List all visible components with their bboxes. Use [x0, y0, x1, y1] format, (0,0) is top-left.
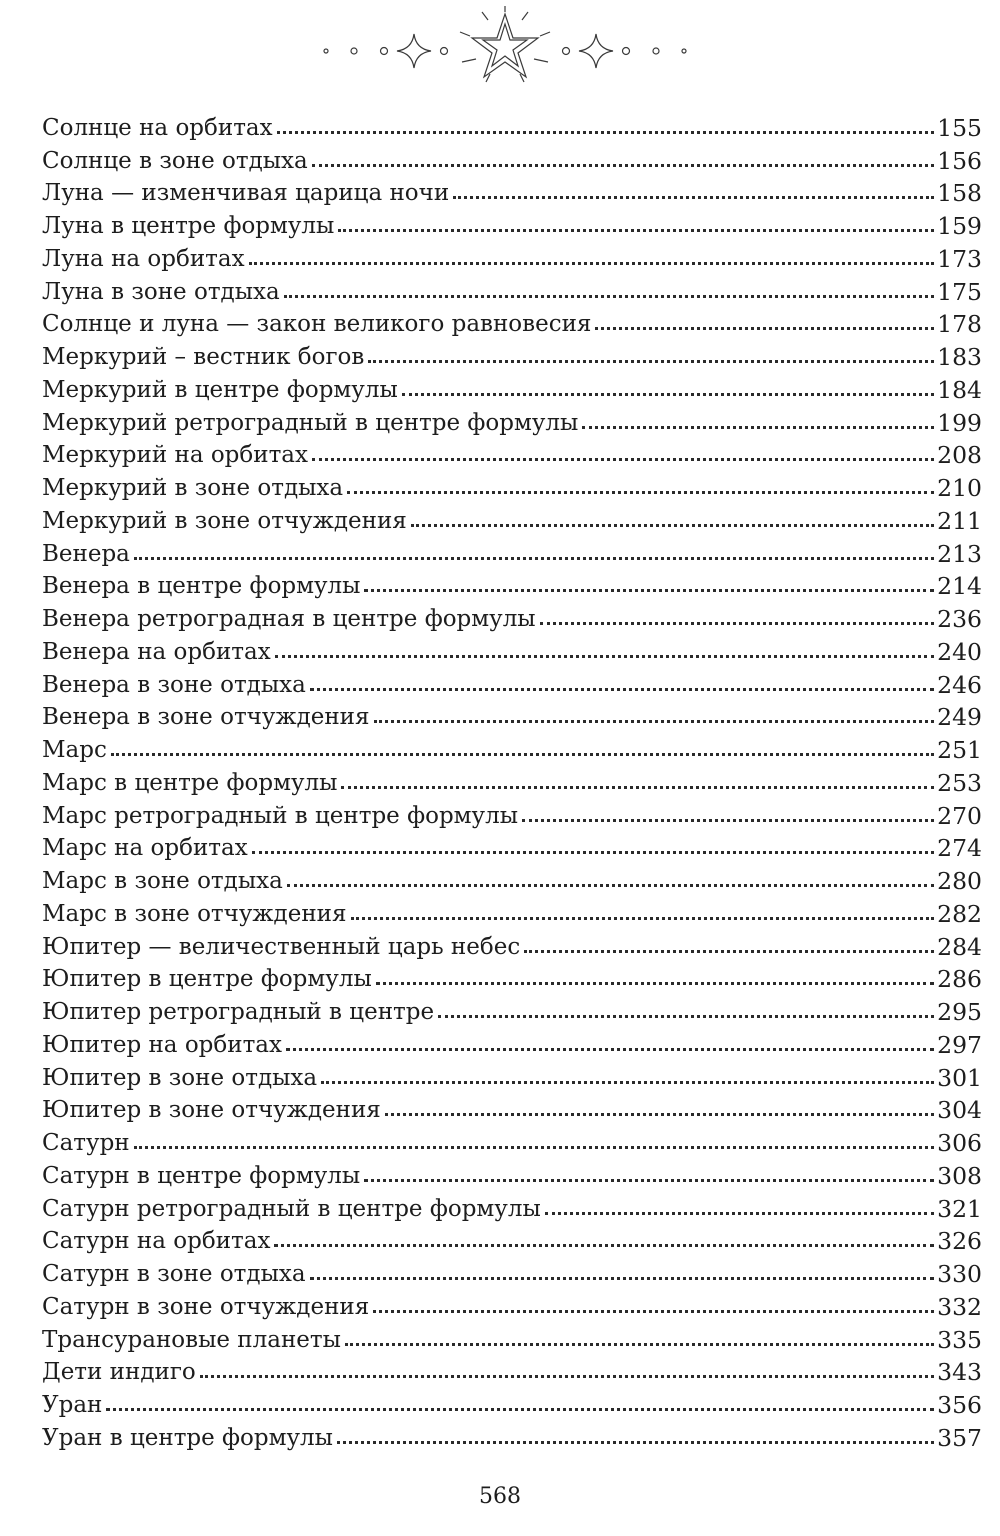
toc-entry [42, 438, 982, 471]
toc-entry [42, 372, 982, 405]
toc-entry-title: Меркурий – вестник богов [42, 344, 365, 370]
dot-leader [402, 393, 934, 396]
toc-entry-title: Марс в зоне отчуждения [42, 900, 347, 927]
dot-leader [275, 655, 934, 658]
toc-entry [42, 1191, 982, 1224]
toc-entry [42, 1387, 982, 1420]
toc-entry [42, 831, 982, 864]
dot-leader [310, 688, 934, 691]
toc-entry-page: 240 [937, 637, 982, 666]
page-number: 568 [479, 1484, 521, 1509]
dot-leader [106, 1408, 934, 1411]
toc-entry-page: 335 [937, 1325, 982, 1354]
toc-entry-page: 159 [937, 212, 982, 240]
toc-entry-page: 321 [937, 1194, 982, 1223]
toc-entry [42, 241, 982, 274]
toc-entry-page: 306 [937, 1129, 982, 1157]
toc-entry-page: 284 [937, 932, 982, 961]
toc-entry-page: 282 [937, 899, 982, 928]
toc-entry-page: 213 [937, 539, 982, 568]
toc-entry-title: Меркурий в центре формулы [42, 376, 398, 403]
toc-entry-page: 308 [937, 1161, 982, 1190]
toc-entry [42, 569, 982, 602]
dot-leader [312, 164, 934, 167]
dot-leader [337, 1441, 934, 1444]
dot-leader [134, 557, 934, 560]
toc-entry [42, 1355, 982, 1388]
toc-entry [42, 929, 982, 962]
toc-entry [42, 863, 982, 896]
toc-entry [42, 503, 982, 536]
toc-entry [42, 962, 982, 995]
toc-entry [42, 1060, 982, 1093]
toc-entry-title: Венера в центре формулы [42, 573, 361, 600]
toc-entry [42, 470, 982, 503]
toc-entry [42, 1322, 982, 1355]
toc-entry-title: Венера в зоне отдыха [42, 671, 306, 698]
toc-entry-title: Марс [42, 737, 107, 763]
toc-entry [42, 667, 982, 700]
toc-entry-page: 156 [937, 146, 982, 175]
toc-entry [42, 896, 982, 929]
toc-entry [42, 700, 982, 733]
toc-entry-page: 208 [937, 441, 982, 470]
dot-leader [545, 1212, 934, 1215]
toc-entry-page: 155 [937, 113, 982, 142]
toc-entry-title: Юпитер ретроградный в центре [42, 999, 435, 1025]
toc-entry-title: Марс ретроградный в центре формулы [42, 802, 519, 829]
toc-entry-title: Венера [42, 540, 130, 567]
toc-entry-title: Меркурий в зоне отчуждения [42, 507, 407, 534]
dot-leader [368, 360, 934, 363]
toc-entry-page: 326 [937, 1227, 982, 1256]
toc-entry-page: 297 [937, 1030, 982, 1059]
toc-entry [42, 1158, 982, 1191]
dot-leader [364, 1179, 934, 1182]
toc-entry-title: Трансурановые планеты [42, 1326, 341, 1353]
dot-leader [540, 622, 935, 625]
toc-entry-title: Луна в центре формулы [42, 213, 335, 239]
toc-entry-title: Юпитер в зоне отчуждения [42, 1097, 381, 1124]
toc-entry [42, 994, 982, 1027]
dot-leader [252, 851, 934, 854]
toc-entry-title: Меркурий в зоне отдыха [42, 475, 344, 501]
dot-leader [524, 950, 934, 953]
toc-entry-title: Дети индиго [42, 1359, 196, 1386]
toc-entry-title: Юпитер на орбитах [42, 1031, 282, 1058]
dot-leader [438, 1015, 934, 1018]
toc-entry-title: Марс в центре формулы [42, 769, 338, 796]
toc-entry-page: 183 [937, 343, 982, 371]
dot-leader [341, 786, 934, 789]
dot-leader [321, 1081, 934, 1084]
toc-entry-title: Сатурн на орбитах [42, 1228, 271, 1255]
dot-leader [582, 426, 934, 429]
toc-entry [42, 405, 982, 438]
dot-leader [277, 131, 935, 134]
toc-entry-title: Юпитер в зоне отдыха [42, 1064, 318, 1091]
dot-leader [345, 1343, 934, 1346]
toc-entry-page: 158 [937, 179, 982, 208]
toc-entry-page: 246 [937, 670, 982, 699]
toc-entry [42, 176, 982, 209]
dot-leader [274, 1244, 934, 1247]
toc-entry [42, 1027, 982, 1060]
toc-entry-title: Сатурн в центре формулы [42, 1162, 361, 1189]
dot-leader [385, 1113, 934, 1116]
dot-leader [376, 982, 934, 985]
dot-leader [338, 229, 934, 232]
toc-entry-page: 274 [937, 834, 982, 863]
toc-entry [42, 1289, 982, 1322]
toc-entry-page: 173 [937, 244, 982, 273]
toc-entry-page: 199 [937, 408, 982, 437]
dot-leader [134, 1146, 935, 1149]
toc-entry-title: Сатурн в зоне отдыха [42, 1261, 306, 1287]
toc-entry [42, 1256, 982, 1289]
dot-leader [111, 753, 934, 756]
dot-leader [249, 262, 935, 265]
toc-entry-page: 178 [937, 310, 982, 339]
dot-leader [411, 524, 934, 527]
toc-entry-title: Солнце и луна — закон великого равновесия [42, 311, 592, 338]
dot-leader [286, 1048, 934, 1051]
toc-entry-page: 211 [937, 506, 982, 535]
toc-entry-page: 175 [937, 277, 982, 306]
dot-leader [310, 1277, 935, 1280]
toc-entry-title: Уран [42, 1392, 103, 1418]
toc-entry-title: Марс в зоне отдыха [42, 868, 283, 894]
toc-entry-title: Луна — изменчивая царица ночи [42, 180, 450, 207]
toc-entry-title: Сатурн [42, 1130, 130, 1156]
toc-entry-page: 253 [937, 768, 982, 797]
toc-entry [42, 536, 982, 569]
toc-entry-title: Меркурий ретроградный в центре формулы [42, 409, 579, 436]
toc-entry-page: 343 [937, 1358, 982, 1387]
toc-entry-title: Марс на орбитах [42, 835, 248, 862]
toc-entry-page: 356 [937, 1391, 982, 1419]
dot-leader [200, 1375, 934, 1378]
dot-leader [374, 720, 935, 723]
toc-entry-title: Юпитер в центре формулы [42, 966, 372, 993]
toc-entry [42, 601, 982, 634]
dot-leader [364, 589, 934, 592]
toc-entry [42, 110, 982, 143]
toc-entry [42, 765, 982, 798]
toc-entry [42, 339, 982, 372]
dot-leader [595, 327, 934, 330]
dot-leader [347, 491, 934, 494]
toc-entry-page: 330 [937, 1260, 982, 1288]
toc-entry-page: 286 [937, 965, 982, 994]
dot-leader [284, 295, 934, 298]
toc-entry-title: Венера в зоне отчуждения [42, 704, 370, 731]
toc-entry-page: 304 [937, 1096, 982, 1125]
toc-entry-title: Меркурий на орбитах [42, 442, 308, 469]
toc-entry-title: Венера на орбитах [42, 638, 271, 665]
toc-entry [42, 1125, 982, 1158]
dot-leader [312, 458, 934, 461]
toc-entry-page: 236 [937, 605, 982, 633]
table-of-contents [42, 110, 982, 1453]
toc-entry-title: Юпитер — величественный царь небес [42, 933, 521, 960]
toc-entry [42, 274, 982, 307]
dot-leader [453, 196, 934, 199]
toc-entry-page: 280 [937, 867, 982, 895]
toc-entry [42, 1420, 982, 1453]
toc-entry-page: 332 [937, 1292, 982, 1321]
toc-entry-title: Уран в центре формулы [42, 1424, 333, 1451]
toc-entry [42, 634, 982, 667]
toc-entry [42, 307, 982, 340]
toc-entry-title: Луна в зоне отдыха [42, 278, 280, 305]
toc-entry [42, 1224, 982, 1257]
dot-leader [287, 884, 934, 887]
toc-entry-page: 214 [937, 572, 982, 601]
toc-entry-title: Луна на орбитах [42, 245, 245, 272]
toc-entry [42, 732, 982, 765]
toc-entry [42, 798, 982, 831]
toc-entry-page: 270 [937, 801, 982, 830]
toc-entry-page: 301 [937, 1063, 982, 1092]
dot-leader [373, 1310, 934, 1313]
star-ornament-icon [310, 4, 700, 86]
toc-entry-page: 210 [937, 474, 982, 502]
toc-entry-page: 184 [937, 375, 982, 404]
toc-entry-page: 295 [937, 998, 982, 1026]
toc-entry [42, 1093, 982, 1126]
toc-entry-title: Венера ретроградная в центре формулы [42, 606, 536, 632]
toc-entry-page: 251 [937, 736, 982, 764]
dot-leader [522, 819, 934, 822]
toc-entry-title: Сатурн в зоне отчуждения [42, 1293, 370, 1320]
toc-entry-title: Солнце на орбитах [42, 114, 273, 141]
dot-leader [351, 917, 935, 920]
toc-entry-title: Солнце в зоне отдыха [42, 147, 308, 174]
toc-entry [42, 208, 982, 241]
toc-entry-title: Сатурн ретроградный в центре формулы [42, 1195, 541, 1222]
toc-entry-page: 249 [937, 703, 982, 732]
toc-entry-page: 357 [937, 1423, 982, 1452]
toc-entry [42, 143, 982, 176]
